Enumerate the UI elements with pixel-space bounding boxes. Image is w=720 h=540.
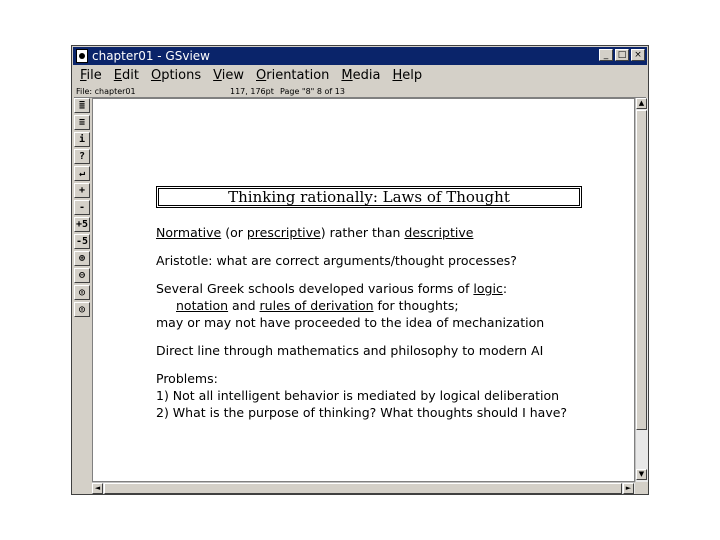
slide-line-notation: notation and rules of derivation for thoughts; [176,298,459,313]
slide-line-mechanization: may or may not have proceeded to the idea of mechanization [156,315,545,330]
find-icon[interactable]: ◎ [74,285,90,300]
scroll-up-arrow-icon[interactable]: ▲ [636,98,647,109]
status-line [74,85,646,98]
menu-help[interactable]: Help [392,67,423,83]
menu-view[interactable]: View [213,67,244,83]
resize-grip-icon[interactable] [635,482,648,494]
goto-page-icon[interactable]: ↵ [74,166,90,181]
horizontal-scroll-thumb[interactable] [104,483,622,494]
vertical-scroll-thumb[interactable] [636,110,647,430]
vertical-scrollbar[interactable] [635,98,648,482]
minimize-button[interactable]: _ [599,49,613,61]
menu-bar [74,66,646,84]
app-icon[interactable] [76,49,88,63]
slide-line-greek-schools: Several Greek schools developed various forms of logic: [156,281,508,296]
next-page-icon[interactable]: + [74,183,90,198]
info-icon[interactable]: i [74,132,90,147]
menu-options[interactable]: Options [150,67,202,83]
menu-media[interactable]: Media [341,67,381,83]
back-five-pages-icon[interactable]: -5 [75,236,89,247]
help-icon[interactable]: ? [74,149,90,164]
window-title: chapter01 - GSview [92,49,210,63]
slide-line-direct-line: Direct line through mathematics and philosophy to modern AI [156,343,544,358]
scroll-right-arrow-icon[interactable]: ► [623,483,634,494]
maximize-button[interactable]: □ [615,49,629,61]
close-button[interactable]: × [631,49,645,61]
gsview-window [71,45,649,495]
slide-line-aristotle: Aristotle: what are correct arguments/thought processes? [156,253,517,268]
print-icon[interactable]: ≡ [74,115,90,130]
status-file: File: chapter01 [76,86,136,96]
zoom-in-icon[interactable]: ⊕ [74,251,90,266]
menu-edit[interactable]: Edit [113,67,139,83]
slide-title: Thinking rationally: Laws of Thought [158,188,580,206]
horizontal-scrollbar[interactable] [92,482,635,494]
side-toolbar [74,98,91,493]
document-viewport[interactable] [92,98,635,482]
forward-five-pages-icon[interactable]: +5 [75,219,89,230]
slide-line-problem-2: 2) What is the purpose of thinking? What thoughts should I have? [156,405,568,420]
title-bar[interactable] [73,47,647,65]
scroll-down-arrow-icon[interactable]: ▼ [636,469,647,480]
menu-file[interactable]: File [80,67,102,83]
previous-page-icon[interactable]: - [74,200,90,215]
status-coords: 117, 176pt [230,86,274,96]
scroll-left-arrow-icon[interactable]: ◄ [92,483,103,494]
open-icon[interactable]: ≣ [74,98,90,113]
slide-title-frame [156,186,582,208]
slide-line-problem-1: 1) Not all intelligent behavior is mediated by logical deliberation [156,388,560,403]
slide-line-problems-heading: Problems: [156,371,218,386]
find-next-icon[interactable]: ◎ [74,302,90,317]
zoom-out-icon[interactable]: ⊖ [74,268,90,283]
slide-line-normative: Normative (or prescriptive) rather than descriptive [156,225,474,240]
menu-orientation[interactable]: Orientation [256,67,330,83]
status-page: Page "8" 8 of 13 [280,86,345,96]
window-controls [599,49,645,61]
